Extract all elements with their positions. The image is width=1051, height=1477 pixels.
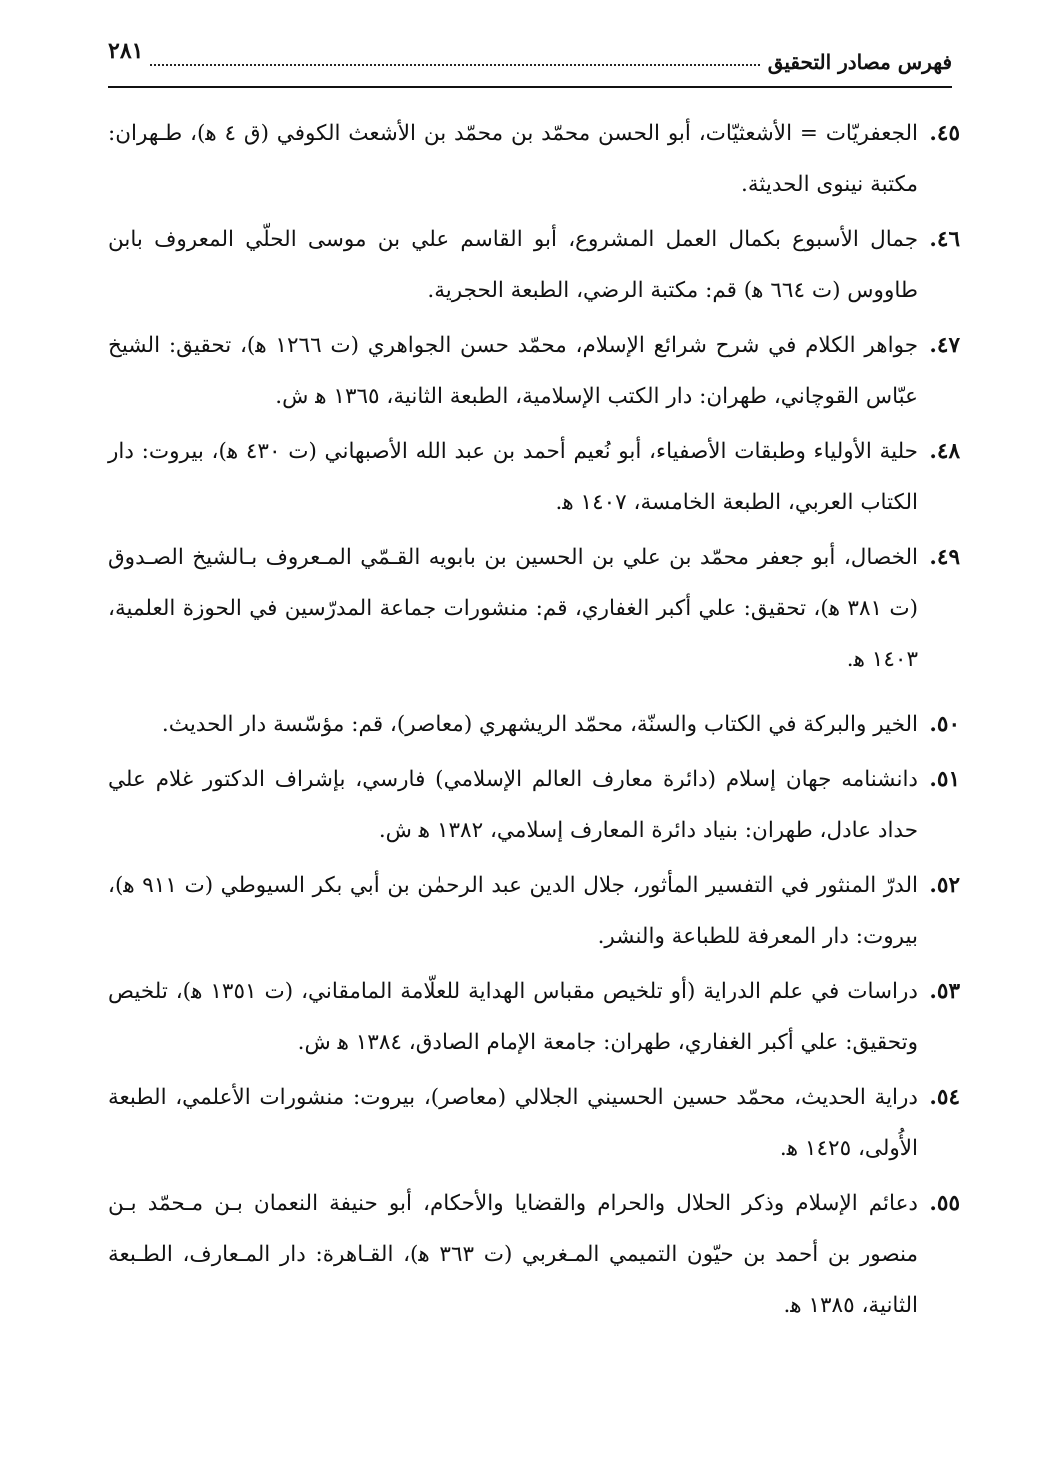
running-header <box>108 30 952 90</box>
bibliography-entry <box>108 426 960 528</box>
header-rule <box>108 86 952 88</box>
bibliography-entry <box>108 320 960 422</box>
entry-text: حلية الأولياء وطبقات الأصفياء، أبو نُعيم أحمد بن عبد الله الأصبهاني (ت ٤٣٠ ﻫ)، بيروت: دار الكتاب العربي، الطبعة الخامسة، ١٤٠٧ ﻫ. <box>108 439 918 515</box>
entry-number: ٥٢. <box>929 873 960 898</box>
bibliography-entry <box>108 966 960 1068</box>
entry-number: ٤٨. <box>929 439 960 464</box>
entry-number: ٥٠. <box>929 712 960 737</box>
bibliography-entry <box>108 699 960 750</box>
entry-number: ٤٩. <box>929 545 960 570</box>
entry-number: ٥٥. <box>929 1191 960 1216</box>
bibliography-entry <box>108 108 960 210</box>
running-header-title: فهرس مصادر التحقيق <box>767 50 952 74</box>
entry-text: دراسات في علم الدراية (أو تلخيص مقباس الهداية للعلّامة المامقاني، (ت ١٣٥١ ﻫ)، تلخيص وتحقيق: علي أكبر الغفاري، طهران: جامعة الإمام الصادق، ١٣٨٤ ﻫ ش. <box>108 979 918 1055</box>
bibliography-list <box>108 108 960 1331</box>
entry-number: ٤٦. <box>929 227 960 252</box>
entry-text: الخصال، أبو جعفر محمّد بن علي بن الحسين بن بابويه القـمّي المـعروف بـالشيخ الصـدوق (ت ٣٨١ ﻫ)، تحقيق: علي أكبر الغفاري، قم: منشورات جماعة المدرّسين في الحوزة العلمية، ١٤٠٣ ﻫ. <box>108 545 918 672</box>
entry-text: جواهر الكلام في شرح شرائع الإسلام، محمّد حسن الجواهري (ت ١٢٦٦ ﻫ)، تحقيق: الشيخ عبّاس القوچاني، طهران: دار الكتب الإسلامية، الطبعة الثانية، ١٣٦٥ ﻫ ش. <box>108 333 918 409</box>
entry-text: دراية الحديث، محمّد حسين الحسيني الجلالي (معاصر)، بيروت: منشورات الأعلمي، الطبعة الأُولى، ١٤٢٥ ﻫ. <box>108 1085 918 1161</box>
bibliography-entry <box>108 860 960 962</box>
entry-number: ٤٥. <box>929 121 960 146</box>
entry-text: الدرّ المنثور في التفسير المأثور، جلال الدين عبد الرحمٰن بن أبي بكر السيوطي (ت ٩١١ ﻫ)، بيروت: دار المعرفة للطباعة والنشر. <box>108 873 918 949</box>
bibliography-entry <box>108 1072 960 1174</box>
entry-number: ٥٣. <box>929 979 960 1004</box>
bibliography-entry <box>108 214 960 316</box>
bibliography-entry <box>108 532 960 685</box>
entry-text: الخير والبركة في الكتاب والسنّة، محمّد الريشهري (معاصر)، قم: مؤسّسة دار الحديث. <box>161 712 918 737</box>
entry-number: ٥٤. <box>929 1085 960 1110</box>
entry-number: ٤٧. <box>929 333 960 358</box>
bibliography-entry <box>108 754 960 856</box>
bibliography-entry <box>108 1178 960 1331</box>
entry-text: جمال الأسبوع بكمال العمل المشروع، أبو القاسم علي بن موسى الحلّي المعروف بابن طاووس (ت ٦٦٤ ﻫ) قم: مكتبة الرضي، الطبعة الحجرية. <box>108 227 918 303</box>
page-number: ٢٨١ <box>108 38 144 64</box>
entry-text: دعائم الإسلام وذكر الحلال والحرام والقضايا والأحكام، أبو حنيفة النعمان بـن مـحمّد بـن منصور بن أحمد بن حيّون التميمي المـغربي (ت ٣٦٣ ﻫ)، القـاهرة: دار المـعارف، الطـبعة الثانية، ١٣٨٥ ﻫ. <box>108 1191 918 1318</box>
entry-text: دانشنامه جهان إسلام (دائرة معارف العالم الإسلامي) فارسي، بإشراف الدكتور غلام علي حداد عادل، طهران: بنياد دائرة المعارف إسلامي، ١٣٨٢ ﻫ ش. <box>108 767 918 843</box>
entry-number: ٥١. <box>929 767 960 792</box>
leader-dots <box>150 64 760 66</box>
entry-text: الجعفريّات = الأشعثيّات، أبو الحسن محمّد بن محمّد بن الأشعث الكوفي (ق ٤ ﻫ)، طـهران: مكتبة نينوى الحديثة. <box>108 121 918 197</box>
